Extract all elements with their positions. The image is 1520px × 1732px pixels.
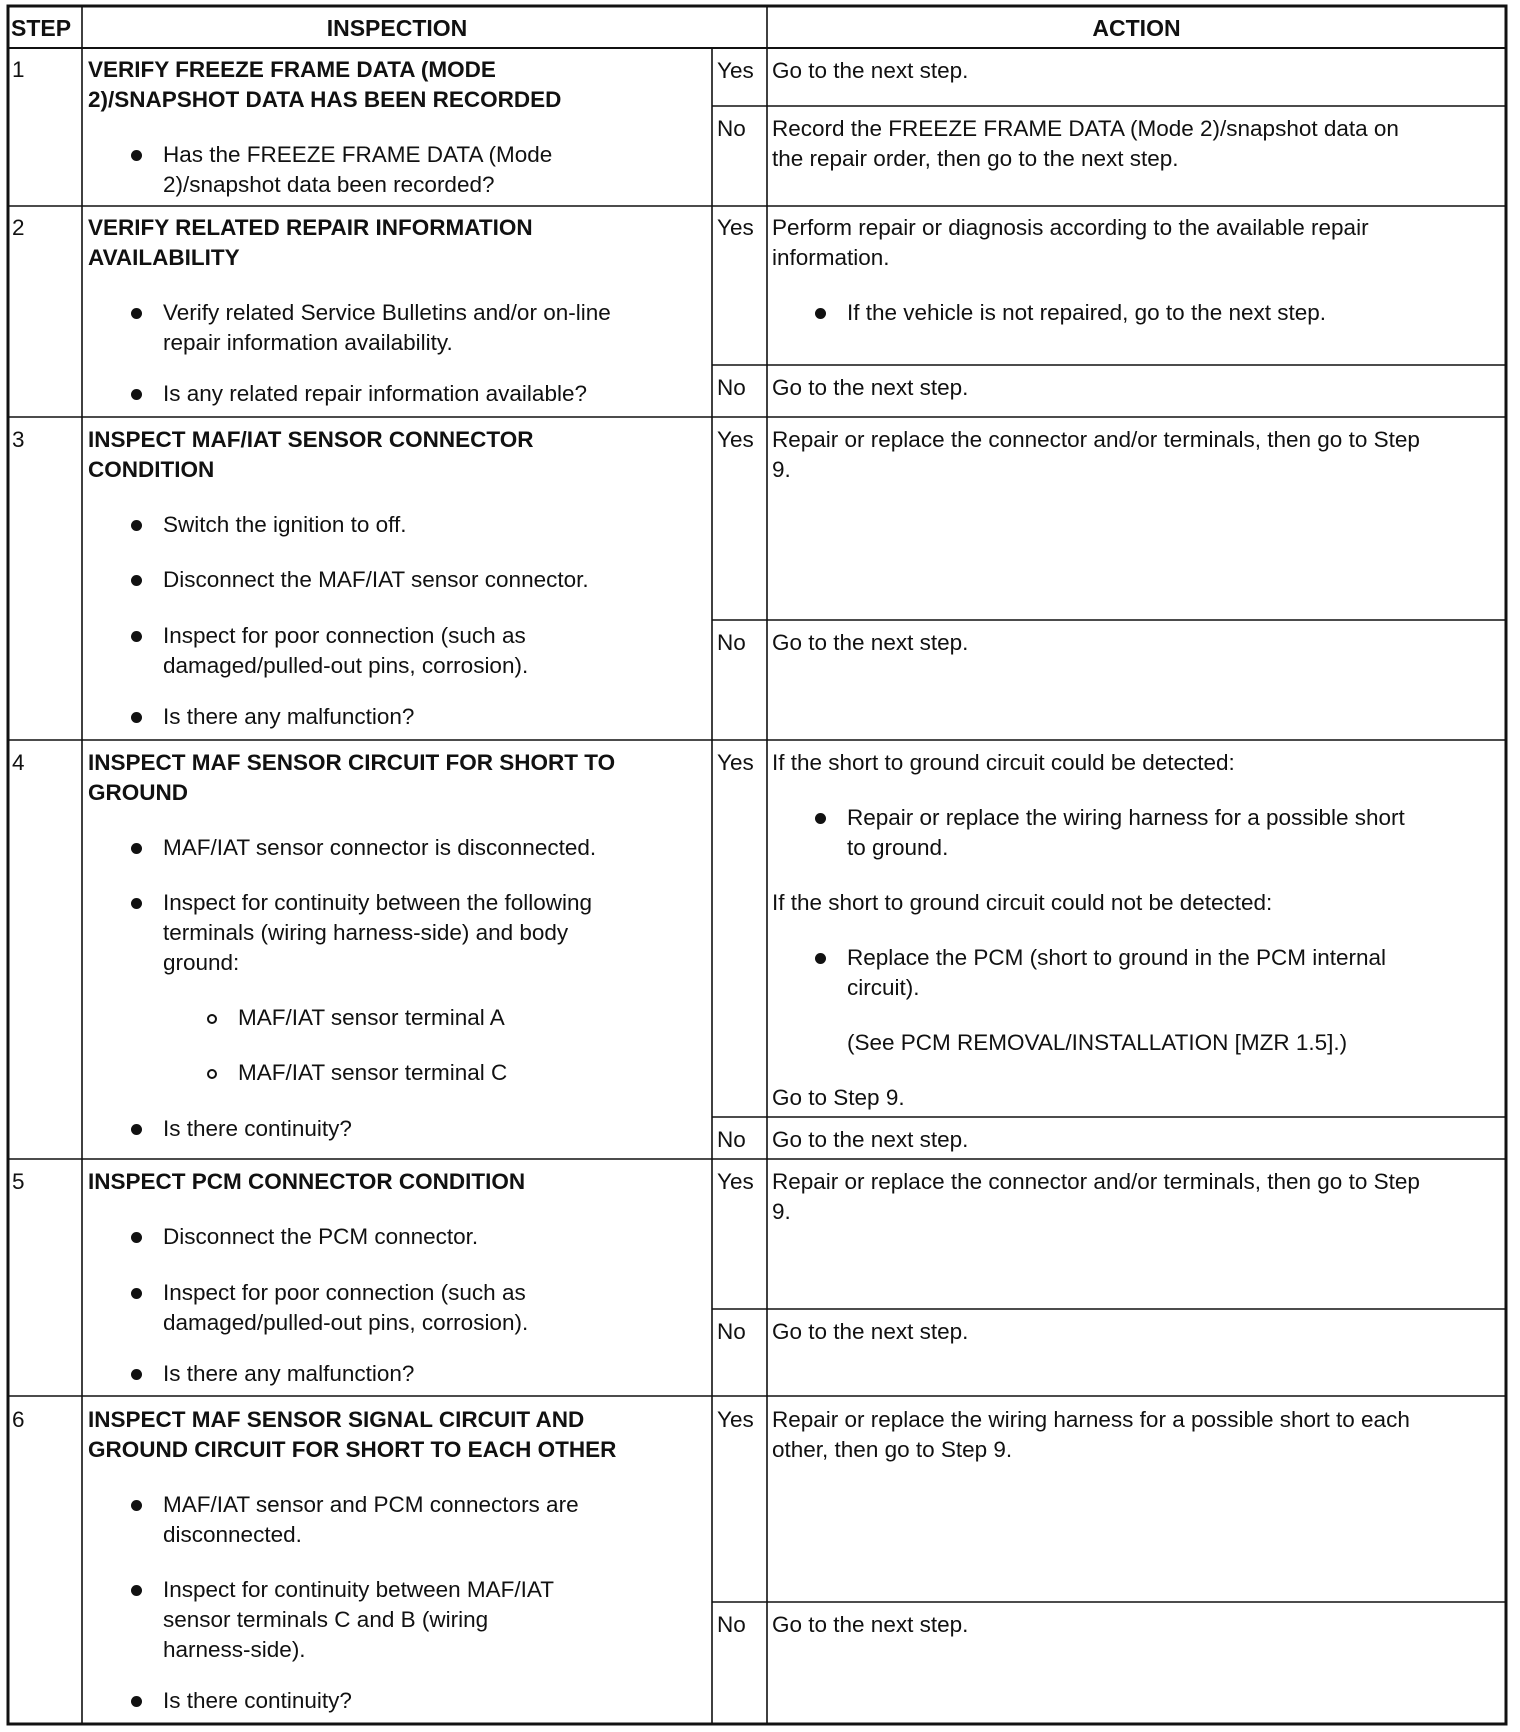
step-title: INSPECT MAF/IAT SENSOR CONNECTOR bbox=[88, 427, 534, 452]
bullet-icon bbox=[131, 631, 142, 642]
bullet-text: MAF/IAT sensor and PCM connectors are bbox=[163, 1492, 579, 1517]
bullet-icon bbox=[131, 1500, 142, 1511]
yes-action: 9. bbox=[772, 1199, 791, 1224]
no-label: No bbox=[717, 116, 746, 141]
bullet-icon bbox=[131, 843, 142, 854]
yes-action: Repair or replace the connector and/or terminals, then go to Step bbox=[772, 427, 1420, 452]
header-inspection: INSPECTION bbox=[326, 15, 468, 41]
yes-bullet-text: to ground. bbox=[847, 835, 949, 860]
bullet-text: Is there continuity? bbox=[163, 1116, 352, 1141]
bullet-text: sensor terminals C and B (wiring bbox=[163, 1607, 489, 1632]
step-title: CONDITION bbox=[88, 457, 215, 482]
header-step: STEP bbox=[11, 15, 72, 41]
bullet-text: Switch the ignition to off. bbox=[163, 512, 407, 537]
yes-action: If the short to ground circuit could be detected: bbox=[772, 750, 1235, 775]
step-title: VERIFY RELATED REPAIR INFORMATION bbox=[88, 215, 533, 240]
bullet-icon bbox=[131, 1124, 142, 1135]
step-title: VERIFY FREEZE FRAME DATA (MODE bbox=[88, 57, 496, 82]
bullet-text: Is there continuity? bbox=[163, 1688, 352, 1713]
bullet-icon bbox=[815, 308, 826, 319]
step-title: GROUND CIRCUIT FOR SHORT TO EACH OTHER bbox=[88, 1437, 617, 1462]
no-label: No bbox=[717, 1127, 746, 1152]
bullet-text: ground: bbox=[163, 950, 240, 975]
bullet-icon bbox=[131, 712, 142, 723]
no-action: Go to the next step. bbox=[772, 630, 969, 655]
bullet-text: Is any related repair information available? bbox=[163, 381, 587, 406]
bullet-icon bbox=[131, 1696, 142, 1707]
bullet-text: damaged/pulled-out pins, corrosion). bbox=[163, 653, 529, 678]
no-action: Go to the next step. bbox=[772, 1127, 969, 1152]
bullet-icon bbox=[131, 1369, 142, 1380]
bullet-icon bbox=[131, 575, 142, 586]
bullet-text: harness-side). bbox=[163, 1637, 306, 1662]
bullet-text: Is there any malfunction? bbox=[163, 704, 415, 729]
yes-action: information. bbox=[772, 245, 890, 270]
bullet-icon bbox=[815, 813, 826, 824]
bullet-text: 2)/snapshot data been recorded? bbox=[163, 172, 495, 197]
sub-bullet-icon bbox=[207, 1069, 217, 1079]
sub-bullet-text: MAF/IAT sensor terminal A bbox=[238, 1005, 505, 1030]
bullet-text: disconnected. bbox=[163, 1522, 302, 1547]
step-number: 4 bbox=[12, 750, 25, 775]
bullet-text: MAF/IAT sensor connector is disconnected. bbox=[163, 835, 597, 860]
yes-label: Yes bbox=[717, 750, 754, 775]
step-title: INSPECT MAF SENSOR CIRCUIT FOR SHORT TO bbox=[88, 750, 616, 775]
header-action: ACTION bbox=[1092, 15, 1181, 41]
step-title: INSPECT MAF SENSOR SIGNAL CIRCUIT AND bbox=[88, 1407, 585, 1432]
yes-action: Repair or replace the connector and/or terminals, then go to Step bbox=[772, 1169, 1420, 1194]
yes-action: Go to the next step. bbox=[772, 58, 969, 83]
bullet-icon bbox=[131, 898, 142, 909]
bullet-icon bbox=[131, 520, 142, 531]
yes-label: Yes bbox=[717, 1169, 754, 1194]
bullet-icon bbox=[131, 1232, 142, 1243]
bullet-text: Has the FREEZE FRAME DATA (Mode bbox=[163, 142, 553, 167]
bullet-icon bbox=[131, 389, 142, 400]
yes-bullet-text: Repair or replace the wiring harness for a possible short bbox=[847, 805, 1405, 830]
no-label: No bbox=[717, 1612, 746, 1637]
bullet-text: terminals (wiring harness-side) and body bbox=[163, 920, 569, 945]
bullet-text: Inspect for continuity between the following bbox=[163, 890, 593, 915]
bullet-text: Inspect for continuity between MAF/IAT bbox=[163, 1577, 555, 1602]
bullet-text: repair information availability. bbox=[163, 330, 453, 355]
bullet-text: Disconnect the PCM connector. bbox=[163, 1224, 479, 1249]
bullet-text: Inspect for poor connection (such as bbox=[163, 1280, 526, 1305]
step-number: 1 bbox=[12, 57, 25, 82]
yes-bullet-text: Replace the PCM (short to ground in the PCM internal bbox=[847, 945, 1387, 970]
yes-action: other, then go to Step 9. bbox=[772, 1437, 1013, 1462]
yes-action: Perform repair or diagnosis according to the available repair bbox=[772, 215, 1369, 240]
sub-bullet-icon bbox=[207, 1014, 217, 1024]
bullet-icon bbox=[815, 953, 826, 964]
bullet-text: Is there any malfunction? bbox=[163, 1361, 415, 1386]
step-title: INSPECT PCM CONNECTOR CONDITION bbox=[88, 1169, 526, 1194]
bullet-text: Disconnect the MAF/IAT sensor connector. bbox=[163, 567, 589, 592]
yes-action: 9. bbox=[772, 457, 791, 482]
no-action: Record the FREEZE FRAME DATA (Mode 2)/snapshot data on bbox=[772, 116, 1399, 141]
bullet-icon bbox=[131, 308, 142, 319]
step-number: 5 bbox=[12, 1169, 25, 1194]
yes-action: If the short to ground circuit could not be detected: bbox=[772, 890, 1273, 915]
bullet-icon bbox=[131, 1585, 142, 1596]
yes-label: Yes bbox=[717, 1407, 754, 1432]
bullet-text: Verify related Service Bulletins and/or on-line bbox=[163, 300, 611, 325]
step-number: 2 bbox=[12, 215, 25, 240]
yes-action: Go to Step 9. bbox=[772, 1085, 905, 1110]
step-title: GROUND bbox=[88, 780, 188, 805]
bullet-icon bbox=[131, 1288, 142, 1299]
yes-action: Repair or replace the wiring harness for a possible short to each bbox=[772, 1407, 1410, 1432]
bullet-text: damaged/pulled-out pins, corrosion). bbox=[163, 1310, 529, 1335]
step-number: 6 bbox=[12, 1407, 25, 1432]
no-action: Go to the next step. bbox=[772, 1612, 969, 1637]
step-title: AVAILABILITY bbox=[88, 245, 240, 270]
sub-bullet-text: MAF/IAT sensor terminal C bbox=[238, 1060, 508, 1085]
step-title: 2)/SNAPSHOT DATA HAS BEEN RECORDED bbox=[88, 87, 562, 112]
bullet-icon bbox=[131, 150, 142, 161]
no-label: No bbox=[717, 1319, 746, 1344]
yes-label: Yes bbox=[717, 215, 754, 240]
bullet-text: Inspect for poor connection (such as bbox=[163, 623, 526, 648]
no-action: Go to the next step. bbox=[772, 1319, 969, 1344]
yes-label: Yes bbox=[717, 58, 754, 83]
no-label: No bbox=[717, 630, 746, 655]
yes-label: Yes bbox=[717, 427, 754, 452]
step-number: 3 bbox=[12, 427, 25, 452]
no-label: No bbox=[717, 375, 746, 400]
yes-bullet-text: circuit). bbox=[847, 975, 920, 1000]
no-action: the repair order, then go to the next step. bbox=[772, 146, 1179, 171]
yes-bullet-text: If the vehicle is not repaired, go to the next step. bbox=[847, 300, 1327, 325]
yes-reference: (See PCM REMOVAL/INSTALLATION [MZR 1.5].) bbox=[847, 1030, 1348, 1055]
no-action: Go to the next step. bbox=[772, 375, 969, 400]
